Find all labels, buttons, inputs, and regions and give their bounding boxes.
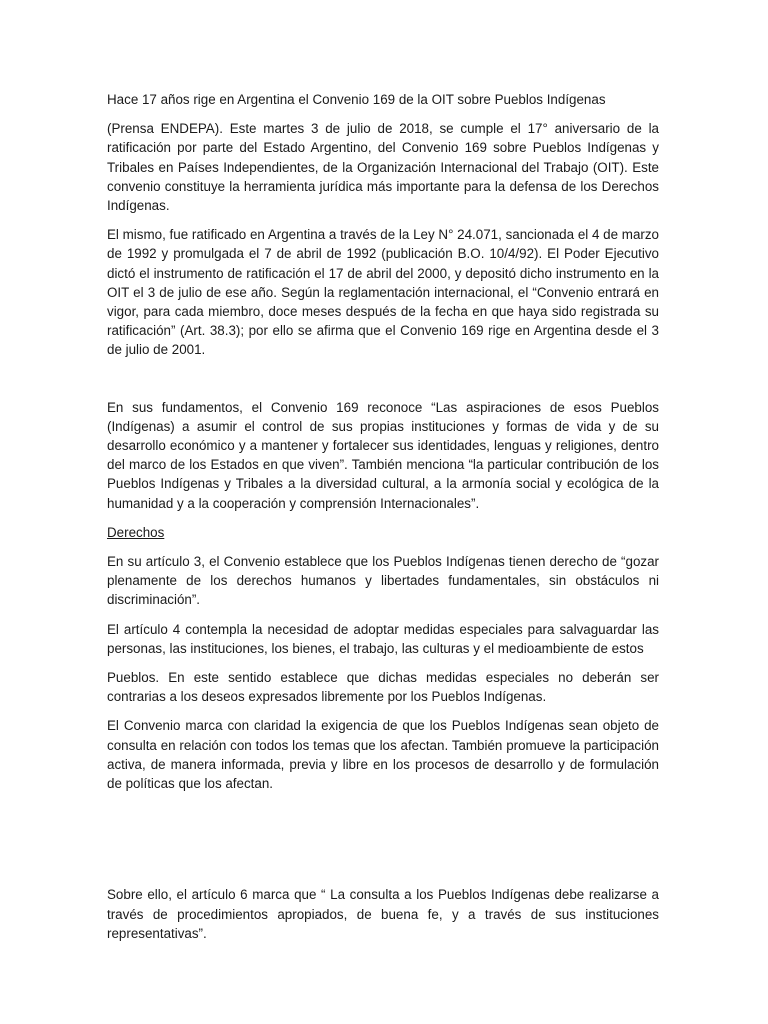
document-page bbox=[107, 90, 659, 943]
paragraph-articulo-3: En su artículo 3, el Convenio establece que los Pueblos Indígenas tienen derecho de “gozar plenamente de los derechos humanos y libertades fundamentales, sin obstáculos ni discriminación”. bbox=[107, 554, 659, 608]
paragraph-fundamentos: En sus fundamentos, el Convenio 169 reconoce “Las aspiraciones de esos Pueblos (Indígenas) a asumir el control de sus propias instituciones y formas de vida y de su desarrollo económico y a mantener y fortalecer sus identidades, lenguas y religiones, dentro del marco de los Estados en que viven”. También menciona “la particular contribución de los Pueblos Indígenas y Tribales a la diversidad cultural, a la armonía social y ecológica de la humanidad y a la cooperación y comprensión Internacionales”. bbox=[107, 399, 659, 511]
paragraph-consulta: El Convenio marca con claridad la exigencia de que los Pueblos Indígenas sean objeto de consulta en relación con todos los temas que los afectan. También promueve la participación activa, de manera informada, previa y libre en los procesos de desarrollo y de formulación de políticas que los afectan. bbox=[107, 718, 659, 792]
paragraph-pueblos: Pueblos. En este sentido establece que dichas medidas especiales no deberán ser contrarias a los deseos expresados libremente por los Pueblos Indígenas. bbox=[107, 670, 659, 705]
paragraph-articulo-6: Sobre ello, el artículo 6 marca que “ La consulta a los Pueblos Indígenas debe realizarse a través de procedimientos apropiados, de buena fe, y a través de sus instituciones representativas”. bbox=[107, 887, 659, 941]
section-heading-derechos: Derechos bbox=[107, 524, 165, 540]
article-title: Hace 17 años rige en Argentina el Convenio 169 de la OIT sobre Pueblos Indígenas bbox=[107, 92, 606, 107]
paragraph-ratificacion: El mismo, fue ratificado en Argentina a través de la Ley N° 24.071, sancionada el 4 de marzo de 1992 y promulgada el 7 de abril de 1992 (publicación B.O. 10/4/92). El Poder Ejecutivo dictó el instrumento de ratificación el 17 de abril del 2000, y depositó dicho instrumento en la OIT el 3 de julio de ese año. Según la reglamentación internacional, el “Convenio entrará en vigor, para cada miembro, doce meses después de la fecha en que haya sido registrada su ratificación” (Art. 38.3); por ello se afirma que el Convenio 169 rige en Argentina desde el 3 de julio de 2001. bbox=[107, 227, 659, 358]
paragraph-articulo-4: El artículo 4 contempla la necesidad de adoptar medidas especiales para salvaguardar las personas, las instituciones, los bienes, el trabajo, las culturas y el medioambiente de estos bbox=[107, 621, 659, 656]
paragraph-intro: (Prensa ENDEPA). Este martes 3 de julio de 2018, se cumple el 17° aniversario de la ratificación por parte del Estado Argentino, del Convenio 169 sobre Pueblos Indígenas y Tribales en Países Independientes, de la Organización Internacional del Trabajo (OIT). Este convenio constituye la herramienta jurídica más importante para la defensa de los Derechos Indígenas. bbox=[107, 121, 659, 214]
